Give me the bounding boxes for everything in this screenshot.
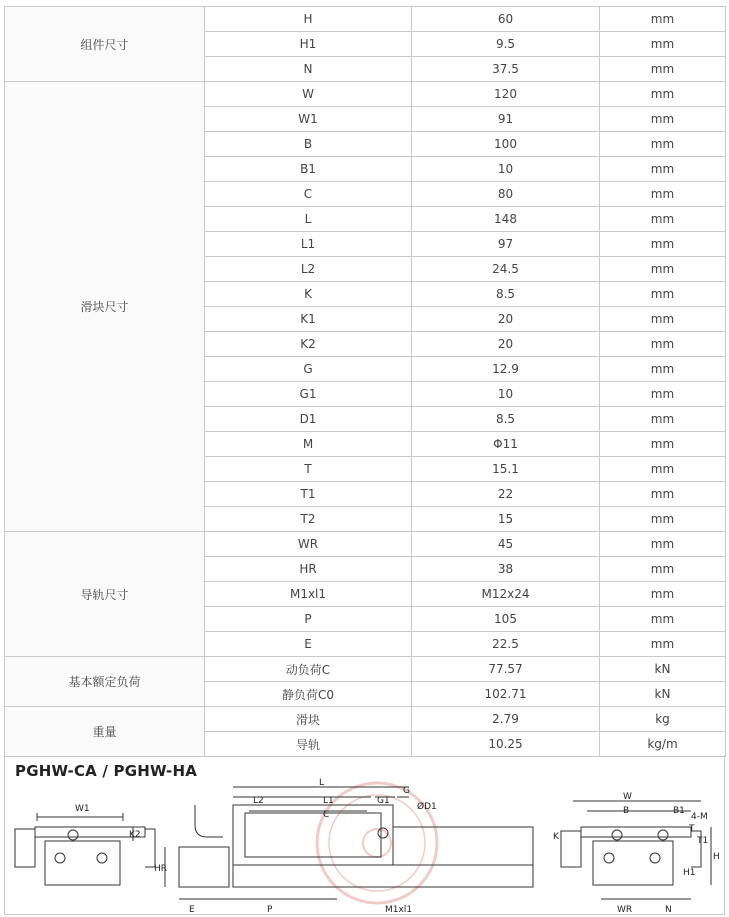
dimension-labels <box>75 778 720 915</box>
value-cell: 10 <box>412 382 600 407</box>
unit-cell: mm <box>600 107 726 132</box>
dimension-drawing <box>5 755 726 915</box>
value-cell: 15.1 <box>412 457 600 482</box>
value-cell: Φ11 <box>412 432 600 457</box>
param-cell: K <box>205 282 412 307</box>
param-cell: L <box>205 207 412 232</box>
unit-cell: mm <box>600 82 726 107</box>
table-row <box>5 657 726 682</box>
param-cell: H <box>205 7 412 32</box>
label-l1: L1 <box>323 796 334 806</box>
value-cell: 91 <box>412 107 600 132</box>
param-cell: N <box>205 57 412 82</box>
value-cell: 20 <box>412 332 600 357</box>
param-cell: 导轨 <box>205 732 412 757</box>
label-w1: W1 <box>75 804 90 814</box>
value-cell: 80 <box>412 182 600 207</box>
value-cell: 97 <box>412 232 600 257</box>
unit-cell: mm <box>600 157 726 182</box>
label-l: L <box>319 778 325 788</box>
drawing-panel <box>4 755 725 915</box>
param-cell: C <box>205 182 412 207</box>
table-row <box>5 7 726 32</box>
param-cell: M1xl1 <box>205 582 412 607</box>
label-t1: T1 <box>697 836 709 846</box>
param-cell: HR <box>205 557 412 582</box>
label-w: W <box>623 792 632 802</box>
param-cell: L2 <box>205 257 412 282</box>
unit-cell: mm <box>600 32 726 57</box>
param-cell: 动负荷C <box>205 657 412 682</box>
value-cell: 45 <box>412 532 600 557</box>
label-e: E <box>189 905 195 915</box>
unit-cell: mm <box>600 132 726 157</box>
unit-cell: kg <box>600 707 726 732</box>
unit-cell: mm <box>600 57 726 82</box>
value-cell: 38 <box>412 557 600 582</box>
unit-cell: mm <box>600 632 726 657</box>
label-l2: L2 <box>253 796 264 806</box>
value-cell: 2.79 <box>412 707 600 732</box>
param-cell: W <box>205 82 412 107</box>
table-row <box>5 532 726 557</box>
unit-cell: mm <box>600 607 726 632</box>
spec-table <box>4 6 726 757</box>
unit-cell: mm <box>600 7 726 32</box>
param-cell: T2 <box>205 507 412 532</box>
param-cell: D1 <box>205 407 412 432</box>
unit-cell: mm <box>600 432 726 457</box>
label-g1: G1 <box>377 796 390 806</box>
value-cell: 77.57 <box>412 657 600 682</box>
unit-cell: mm <box>600 282 726 307</box>
param-cell: H1 <box>205 32 412 57</box>
right-end-view <box>561 801 711 899</box>
unit-cell: mm <box>600 557 726 582</box>
table-row <box>5 707 726 732</box>
param-cell: B <box>205 132 412 157</box>
param-cell: G <box>205 357 412 382</box>
unit-cell: kg/m <box>600 732 726 757</box>
label-4m: 4-M <box>691 812 708 822</box>
model-title: PGHW-CA / PGHW-HA <box>15 762 198 780</box>
label-hr: HR <box>154 864 168 874</box>
param-cell: T1 <box>205 482 412 507</box>
label-g: G <box>403 786 410 796</box>
label-m1l1: M1xl1 <box>385 905 413 915</box>
group-name-cell: 导轨尺寸 <box>5 532 205 657</box>
unit-cell: mm <box>600 482 726 507</box>
unit-cell: mm <box>600 457 726 482</box>
left-end-view <box>15 813 155 885</box>
value-cell: 10.25 <box>412 732 600 757</box>
unit-cell: mm <box>600 582 726 607</box>
unit-cell: mm <box>600 532 726 557</box>
label-n: N <box>665 905 672 915</box>
unit-cell: kN <box>600 657 726 682</box>
label-t: T <box>689 824 695 834</box>
unit-cell: mm <box>600 207 726 232</box>
group-name-cell: 组件尺寸 <box>5 7 205 82</box>
param-cell: L1 <box>205 232 412 257</box>
param-cell: M <box>205 432 412 457</box>
value-cell: 120 <box>412 82 600 107</box>
table-row <box>5 82 726 107</box>
value-cell: M12x24 <box>412 582 600 607</box>
param-cell: K1 <box>205 307 412 332</box>
value-cell: 105 <box>412 607 600 632</box>
unit-cell: mm <box>600 257 726 282</box>
label-wr: WR <box>617 905 633 915</box>
value-cell: 9.5 <box>412 32 600 57</box>
spec-table-body <box>5 7 726 757</box>
label-h1: H1 <box>683 868 696 878</box>
unit-cell: mm <box>600 382 726 407</box>
value-cell: 20 <box>412 307 600 332</box>
label-k2: K2 <box>129 830 141 840</box>
param-cell: P <box>205 607 412 632</box>
param-cell: K2 <box>205 332 412 357</box>
label-p: P <box>267 905 273 915</box>
param-cell: G1 <box>205 382 412 407</box>
value-cell: 100 <box>412 132 600 157</box>
group-name-cell: 重量 <box>5 707 205 757</box>
value-cell: 22 <box>412 482 600 507</box>
value-cell: 12.9 <box>412 357 600 382</box>
value-cell: 102.71 <box>412 682 600 707</box>
param-cell: E <box>205 632 412 657</box>
value-cell: 22.5 <box>412 632 600 657</box>
param-cell: 滑块 <box>205 707 412 732</box>
unit-cell: mm <box>600 232 726 257</box>
value-cell: 10 <box>412 157 600 182</box>
group-name-cell: 基本额定负荷 <box>5 657 205 707</box>
unit-cell: mm <box>600 357 726 382</box>
label-c: C <box>323 810 330 820</box>
value-cell: 148 <box>412 207 600 232</box>
group-name-cell: 滑块尺寸 <box>5 82 205 532</box>
param-cell: W1 <box>205 107 412 132</box>
value-cell: 60 <box>412 7 600 32</box>
value-cell: 37.5 <box>412 57 600 82</box>
unit-cell: mm <box>600 307 726 332</box>
value-cell: 8.5 <box>412 282 600 307</box>
unit-cell: kN <box>600 682 726 707</box>
value-cell: 15 <box>412 507 600 532</box>
label-d1: ØD1 <box>417 802 437 812</box>
unit-cell: mm <box>600 407 726 432</box>
label-k: K <box>553 832 559 842</box>
unit-cell: mm <box>600 182 726 207</box>
label-b: B <box>623 806 630 816</box>
label-b1: B1 <box>673 806 685 816</box>
param-cell: WR <box>205 532 412 557</box>
value-cell: 8.5 <box>412 407 600 432</box>
value-cell: 24.5 <box>412 257 600 282</box>
param-cell: T <box>205 457 412 482</box>
unit-cell: mm <box>600 507 726 532</box>
unit-cell: mm <box>600 332 726 357</box>
param-cell: 静负荷C0 <box>205 682 412 707</box>
param-cell: B1 <box>205 157 412 182</box>
label-h: H <box>713 852 720 862</box>
